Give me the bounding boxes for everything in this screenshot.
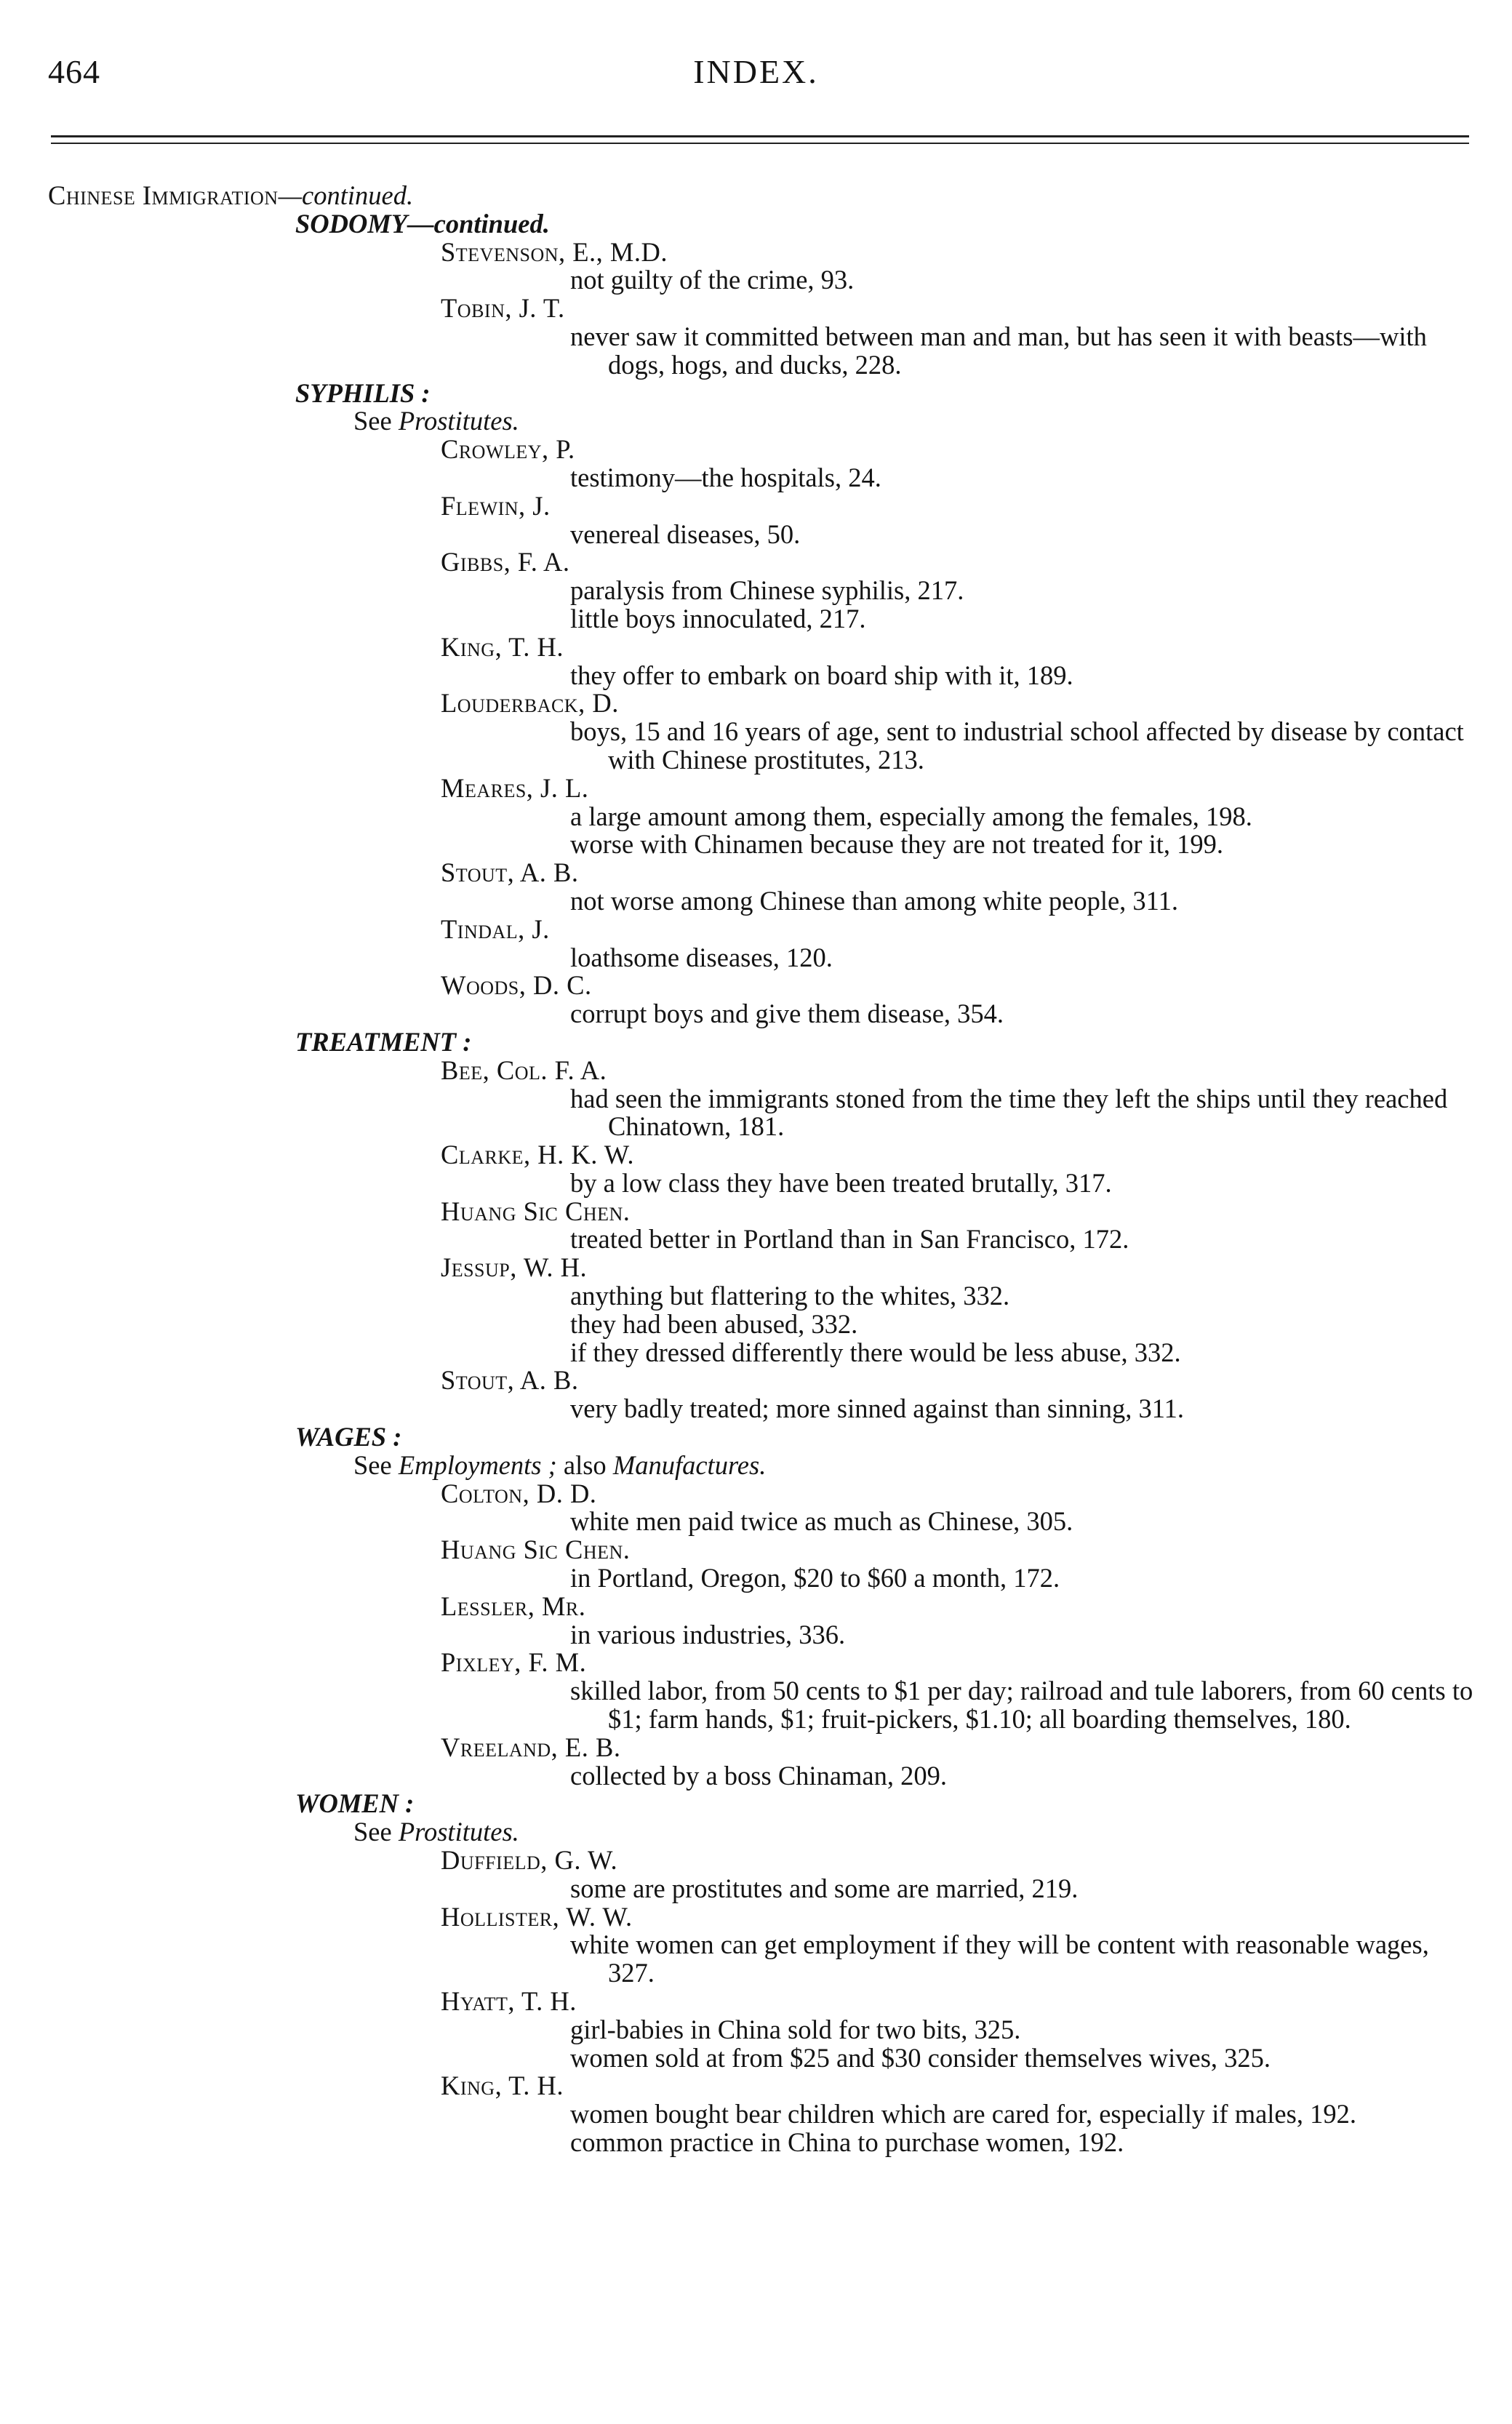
see-reference bbox=[353, 407, 1473, 436]
see-ref: Prostitutes. bbox=[398, 406, 519, 436]
testimony-entry: by a low class they have been treated brutally, 317. bbox=[570, 1167, 1112, 1198]
index-content bbox=[48, 182, 1473, 2157]
see-reference bbox=[353, 1818, 1473, 1847]
witness-name: Stout, A. B. bbox=[441, 1365, 579, 1396]
witness-name: King, T. H. bbox=[441, 2071, 564, 2101]
witness-name: Tindal, J. bbox=[441, 913, 550, 944]
testimony-entry: they offer to embark on board ship with it, 189. bbox=[570, 660, 1073, 690]
witness-name: Lessler, Mr. bbox=[441, 1591, 586, 1621]
testimony-entry: in various industries, 336. bbox=[570, 1619, 846, 1649]
main-heading bbox=[48, 182, 1473, 210]
testimony-entry: white women can get employment if they will be content with reasonable wages, 327. bbox=[570, 1929, 1429, 1988]
witness-name: Gibbs, F. A. bbox=[441, 547, 570, 577]
testimony-entry: loathsome diseases, 120. bbox=[570, 942, 833, 972]
witness-name: Flewin, J. bbox=[441, 490, 551, 521]
witness-name: Pixley, F. M. bbox=[441, 1647, 587, 1678]
testimony-entry: anything but flattering to the whites, 332. bbox=[570, 1281, 1010, 1311]
section-heading: SODOMY—continued. bbox=[295, 208, 550, 239]
see-reference bbox=[353, 1449, 1473, 1480]
testimony-entry: in Portland, Oregon, $20 to $60 a month, 172. bbox=[570, 1563, 1060, 1593]
witness-name: Huang Sic Chen. bbox=[441, 1196, 631, 1226]
main-heading-title: Chinese Immigration bbox=[48, 180, 279, 210]
testimony-entry: they had been abused, 332. bbox=[570, 1308, 858, 1339]
testimony-entry: little boys innoculated, 217. bbox=[570, 603, 866, 633]
witness-name: Huang Sic Chen. bbox=[441, 1535, 631, 1565]
witness-name: Duffield, G. W. bbox=[441, 1845, 618, 1876]
testimony-entry: never saw it committed between man and man, but has seen it with beasts—with dogs, hogs, and ducks, 228. bbox=[570, 321, 1427, 380]
witness-name: Vreeland, E. B. bbox=[441, 1732, 621, 1762]
witness-name: Clarke, H. K. W. bbox=[441, 1140, 635, 1170]
main-heading-suffix: —continued. bbox=[278, 180, 414, 210]
testimony-entry: testimony—the hospitals, 24. bbox=[570, 462, 881, 492]
testimony-entry: skilled labor, from 50 cents to $1 per day; railroad and tule laborers, from 60 cents to $1; farm hands, $1; fruit-pickers, $1.10; all boarding themselves, 180. bbox=[570, 1676, 1473, 1735]
section-heading: TREATMENT : bbox=[295, 1026, 472, 1057]
testimony-entry: common practice in China to purchase women, 192. bbox=[570, 2127, 1124, 2157]
testimony-entry: women bought bear children which are cared for, especially if males, 192. bbox=[570, 2099, 1356, 2129]
running-head: INDEX. bbox=[693, 53, 819, 90]
witness-name: Louderback, D. bbox=[441, 688, 619, 719]
witness-name: Hyatt, T. H. bbox=[441, 1986, 577, 2016]
see-ref-2: Manufactures. bbox=[612, 1449, 767, 1480]
testimony-entry: collected by a boss Chinaman, 209. bbox=[570, 1760, 947, 1791]
see-prefix: See bbox=[353, 1817, 392, 1847]
testimony-entry: not worse among Chinese than among white people, 311. bbox=[570, 885, 1178, 916]
header-rule-top bbox=[51, 135, 1469, 137]
testimony-entry: not guilty of the crime, 93. bbox=[570, 265, 855, 295]
see-ref: Employments ; bbox=[398, 1449, 557, 1480]
testimony-entry: venereal diseases, 50. bbox=[570, 519, 801, 549]
index-sections bbox=[48, 210, 1473, 2157]
testimony-entry: some are prostitutes and some are married, 219. bbox=[570, 1873, 1079, 1903]
see-also: also bbox=[556, 1449, 613, 1480]
testimony-entry: very badly treated; more sinned against than sinning, 311. bbox=[570, 1393, 1185, 1424]
testimony-entry: boys, 15 and 16 years of age, sent to industrial school affected by disease by contact with Chinese prostitutes, 213. bbox=[570, 716, 1464, 775]
section-heading: WOMEN : bbox=[295, 1788, 415, 1819]
testimony-entry: girl-babies in China sold for two bits, 325. bbox=[570, 2014, 1021, 2044]
testimony-entry: women sold at from $25 and $30 consider themselves wives, 325. bbox=[570, 2042, 1271, 2073]
witness-name: Bee, Col. F. A. bbox=[441, 1055, 607, 1085]
witness-name: Tobin, J. T. bbox=[441, 293, 565, 324]
witness-name: Jessup, W. H. bbox=[441, 1252, 588, 1283]
testimony-entry: corrupt boys and give them disease, 354. bbox=[570, 999, 1004, 1029]
header-rule-bottom bbox=[51, 143, 1469, 144]
see-ref: Prostitutes. bbox=[398, 1817, 519, 1847]
page-number: 464 bbox=[48, 53, 100, 90]
testimony-entry: had seen the immigrants stoned from the time they left the ships until they reached Chinatown, 181. bbox=[570, 1083, 1448, 1142]
see-prefix: See bbox=[353, 406, 392, 436]
witness-name: Hollister, W. W. bbox=[441, 1901, 633, 1932]
page-header bbox=[0, 52, 1512, 96]
testimony-entry: a large amount among them, especially among the females, 198. bbox=[570, 801, 1252, 831]
witness-name: Woods, D. C. bbox=[441, 970, 592, 1001]
witness-name: Stout, A. B. bbox=[441, 857, 579, 888]
section-heading: SYPHILIS : bbox=[295, 377, 431, 408]
witness-name: Colton, D. D. bbox=[441, 1478, 597, 1508]
testimony-entry: worse with Chinamen because they are not treated for it, 199. bbox=[570, 829, 1224, 860]
testimony-entry: treated better in Portland than in San Francisco, 172. bbox=[570, 1224, 1129, 1255]
see-prefix: See bbox=[353, 1449, 392, 1480]
testimony-entry: if they dressed differently there would be less abuse, 332. bbox=[570, 1337, 1181, 1367]
testimony-entry: paralysis from Chinese syphilis, 217. bbox=[570, 575, 964, 606]
witness-name: Crowley, P. bbox=[441, 434, 575, 465]
witness-name: Meares, J. L. bbox=[441, 772, 589, 803]
witness-name: Stevenson, E., M.D. bbox=[441, 236, 668, 267]
testimony-entry: white men paid twice as much as Chinese, 305. bbox=[570, 1506, 1073, 1537]
witness-name: King, T. H. bbox=[441, 631, 564, 662]
section-heading: WAGES : bbox=[295, 1422, 402, 1452]
